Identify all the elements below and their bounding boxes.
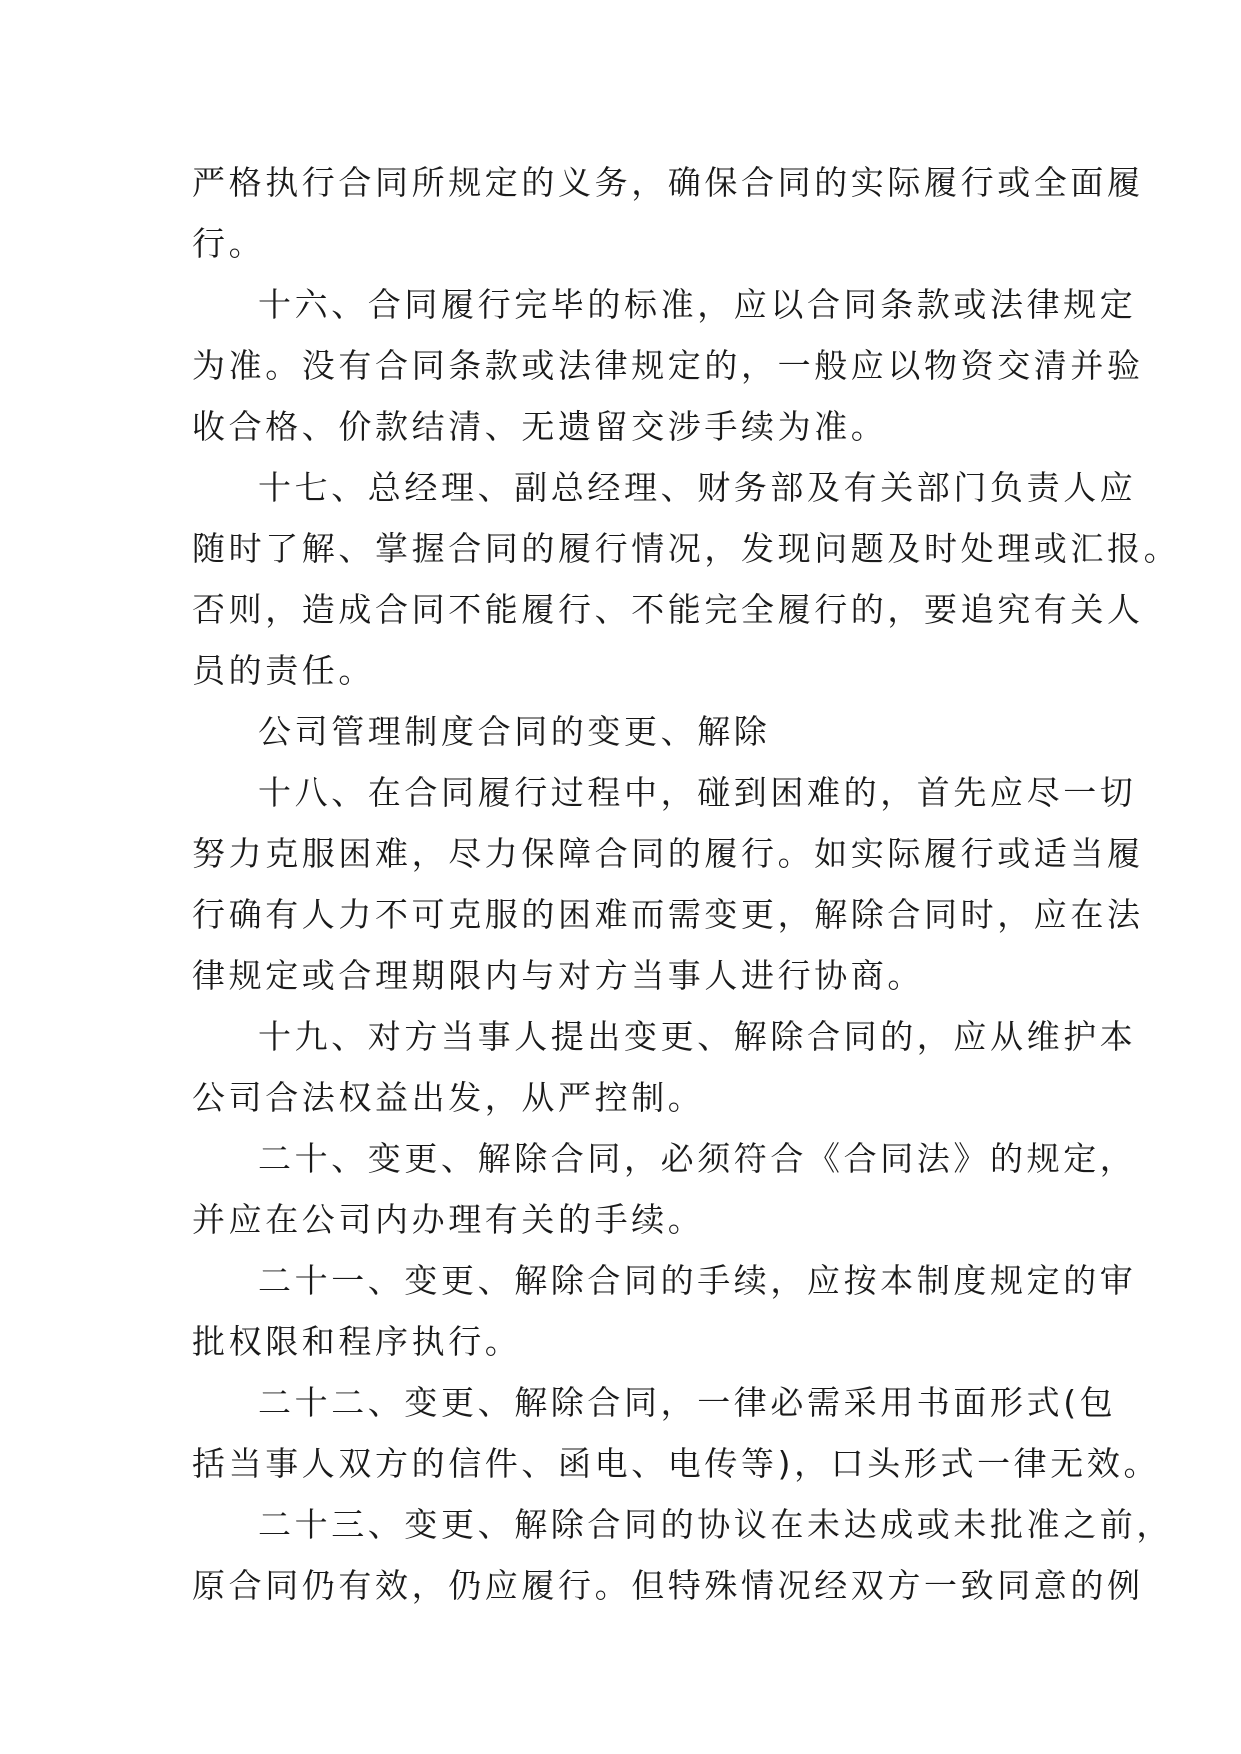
- text-line: 为准。没有合同条款或法律规定的，一般应以物资交清并验: [192, 346, 1144, 385]
- text-line: 严格执行合同所规定的义务，确保合同的实际履行或全面履: [192, 163, 1144, 202]
- document-body: [192, 152, 1181, 1616]
- text-line: 律规定或合理期限内与对方当事人进行协商。: [192, 956, 924, 995]
- text-line: 行确有人力不可克服的困难而需变更，解除合同时，应在法: [192, 895, 1144, 934]
- text-line: 随时了解、掌握合同的履行情况，发现问题及时处理或汇报。: [192, 529, 1181, 568]
- text-line: 努力克服困难，尽力保障合同的履行。如实际履行或适当履: [192, 834, 1144, 873]
- text-line: 员的责任。: [192, 651, 375, 690]
- paragraph-heading-17: 十七、总经理、副总经理、财务部及有关部门负责人应: [258, 468, 1137, 507]
- paragraph-heading-21: 二十一、变更、解除合同的手续，应按本制度规定的审: [258, 1261, 1137, 1300]
- paragraph-heading-19: 十九、对方当事人提出变更、解除合同的，应从维护本: [258, 1017, 1137, 1056]
- paragraph-heading-23: 二十三、变更、解除合同的协议在未达成或未批准之前，: [258, 1505, 1173, 1544]
- paragraph-heading-20: 二十、变更、解除合同，必须符合《合同法》的规定，: [258, 1139, 1137, 1178]
- text-line: 公司合法权益出发，从严控制。: [192, 1078, 705, 1117]
- text-line: 批权限和程序执行。: [192, 1322, 522, 1361]
- section-title: 公司管理制度合同的变更、解除: [258, 712, 771, 751]
- text-line: 否则，造成合同不能履行、不能完全履行的，要追究有关人: [192, 590, 1144, 629]
- paragraph-heading-18: 十八、在合同履行过程中，碰到困难的，首先应尽一切: [258, 773, 1137, 812]
- text-line: 括当事人双方的信件、函电、电传等)，口头形式一律无效。: [192, 1444, 1161, 1483]
- paragraph-heading-22: 二十二、变更、解除合同，一律必需采用书面形式(包: [258, 1383, 1117, 1422]
- text-line: 收合格、价款结清、无遗留交涉手续为准。: [192, 407, 888, 446]
- text-line: 并应在公司内办理有关的手续。: [192, 1200, 705, 1239]
- paragraph-heading-16: 十六、合同履行完毕的标准，应以合同条款或法律规定: [258, 285, 1137, 324]
- text-line: 行。: [192, 224, 266, 263]
- text-line: 原合同仍有效，仍应履行。但特殊情况经双方一致同意的例: [192, 1566, 1144, 1605]
